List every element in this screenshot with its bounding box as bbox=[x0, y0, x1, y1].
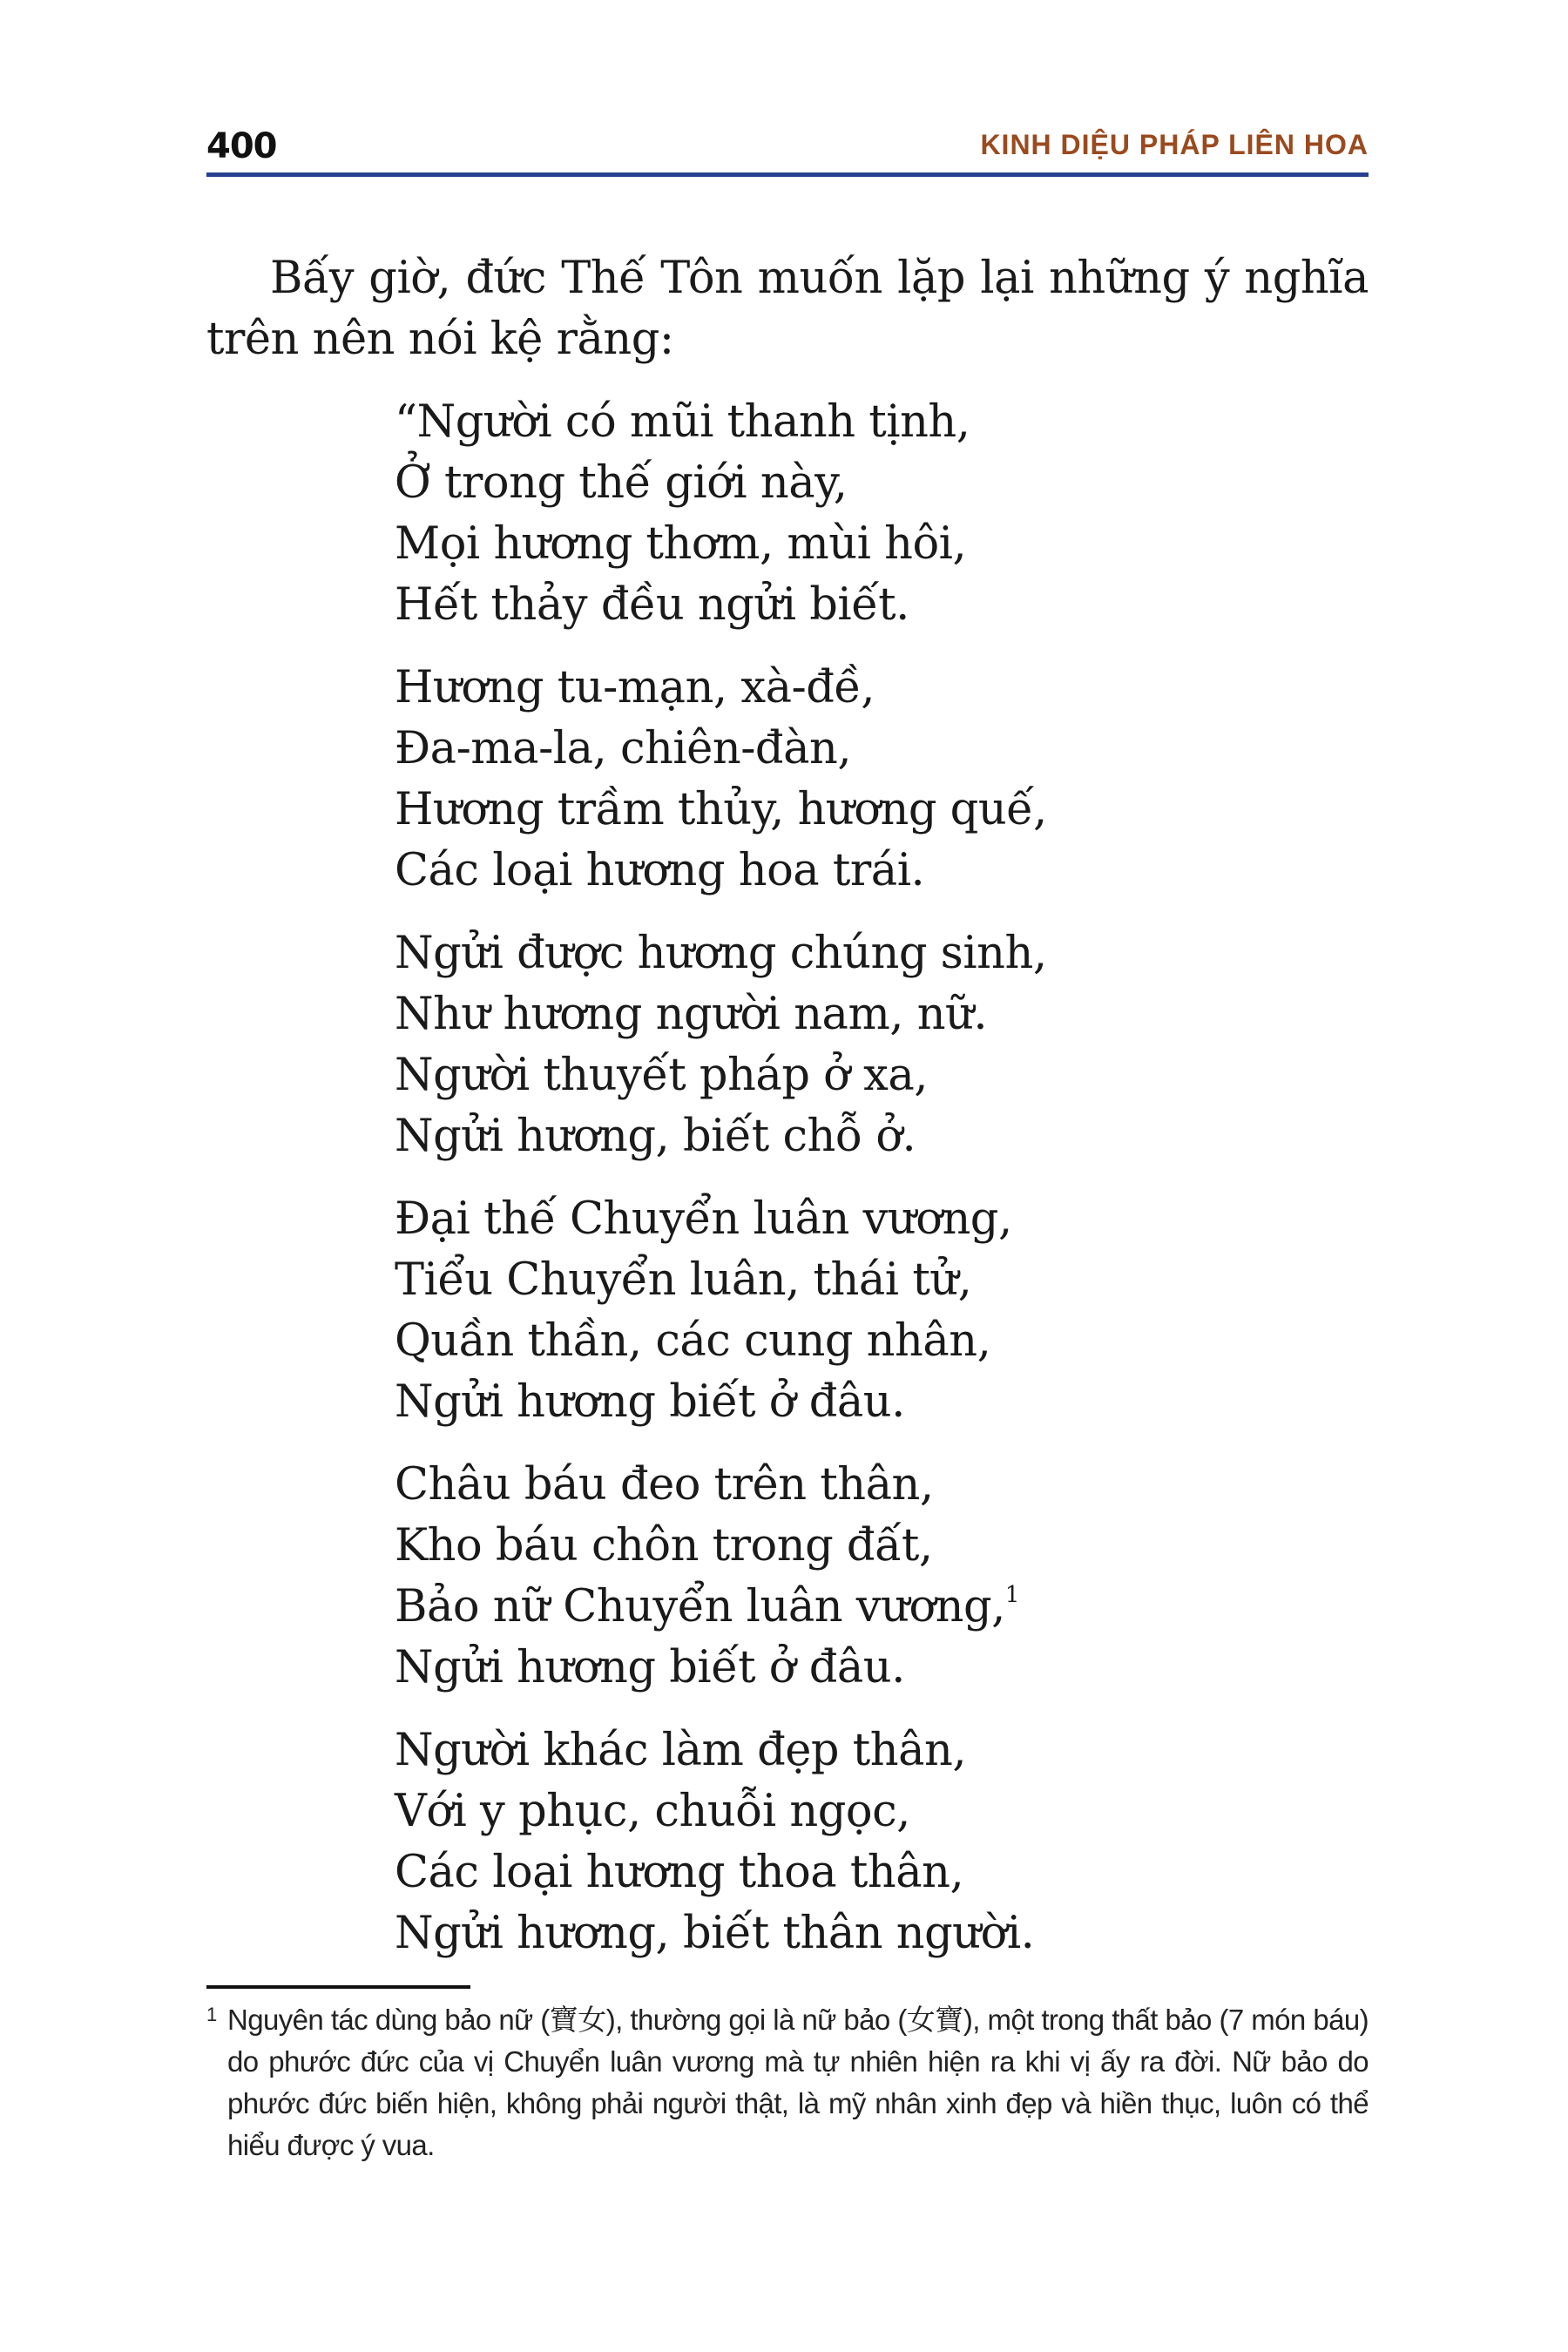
stanza bbox=[395, 923, 1047, 1167]
verse-line: Tiểu Chuyển luân, thái tử, bbox=[395, 1254, 972, 1306]
verse-line: Như hương người nam, nữ. bbox=[395, 989, 988, 1040]
footnote-reference[interactable]: 1 bbox=[1004, 1582, 1019, 1608]
verse-line: Hương trầm thủy, hương quế, bbox=[395, 784, 1047, 835]
verse-line: Các loại hương thoa thân, bbox=[395, 1847, 964, 1898]
running-title: KINH DIỆU PHÁP LIÊN HOA bbox=[980, 129, 1369, 160]
verse-line: Quần thần, các cung nhân, bbox=[395, 1315, 991, 1367]
stanza bbox=[395, 1189, 1047, 1433]
verse-line-with-footnote bbox=[395, 1577, 1047, 1638]
verse-line: Ngửi hương biết ở đâu. bbox=[395, 1376, 905, 1428]
verse-line: Ngửi hương, biết thân người. bbox=[395, 1908, 1035, 1959]
footnote-mark: 1 bbox=[206, 2004, 217, 2025]
verse-line: Bảo nữ Chuyển luân vương, bbox=[395, 1581, 1005, 1632]
intro-paragraph: Bấy giờ, đức Thế Tôn muốn lặp lại những ý nghĩa trên nên nói kệ rằng: bbox=[206, 253, 1369, 365]
stanza bbox=[395, 392, 1047, 636]
verse-line: Với y phục, chuỗi ngọc, bbox=[395, 1786, 910, 1837]
verse-line: “Người có mũi thanh tịnh, bbox=[395, 396, 970, 448]
verse-line: Kho báu chôn trong đất, bbox=[395, 1520, 933, 1571]
verse-line: Ngửi hương, biết chỗ ở. bbox=[395, 1111, 916, 1162]
verse-line: Đại thế Chuyển luân vương, bbox=[395, 1193, 1012, 1245]
verse-line: Mọi hương thơm, mùi hôi, bbox=[395, 518, 967, 570]
footnote-text: Nguyên tác dùng bảo nữ (寶女), thường gọi là nữ bảo (女寶), một trong thất bảo (7 món báu) do phước đức của vị Chuyển luân vương mà tự nhiên hiện ra khi vị ấy ra đời. Nữ bảo do phước đức biến hiện, không phải người thật, là mỹ nhân xinh đẹp và hiền thục, luôn có thể hiểu được ý vua. bbox=[227, 2004, 1369, 2161]
stanza bbox=[395, 658, 1047, 902]
verse-line: Ngửi được hương chúng sinh, bbox=[395, 928, 1047, 979]
footnote bbox=[206, 1999, 1369, 2166]
verse-line: Người khác làm đẹp thân, bbox=[395, 1725, 967, 1776]
verse-line: Đa-ma-la, chiên-đàn, bbox=[395, 723, 852, 774]
verse-line: Châu báu đeo trên thân, bbox=[395, 1459, 934, 1511]
stanza bbox=[395, 1455, 1047, 1699]
page-number: 400 bbox=[206, 126, 277, 166]
verse-line: Hương tu-mạn, xà-đề, bbox=[395, 662, 875, 713]
verse-line: Các loại hương hoa trái. bbox=[395, 845, 925, 896]
verse-line: Ở trong thế giới này, bbox=[395, 457, 848, 509]
verse-line: Ngửi hương biết ở đâu. bbox=[395, 1642, 905, 1693]
header-rule bbox=[206, 172, 1369, 177]
verse bbox=[395, 392, 1047, 1986]
verse-line: Hết thảy đều ngửi biết. bbox=[395, 579, 909, 631]
stanza bbox=[395, 1720, 1047, 1964]
footnote-rule bbox=[206, 1985, 470, 1989]
verse-line: Người thuyết pháp ở xa, bbox=[395, 1050, 928, 1101]
